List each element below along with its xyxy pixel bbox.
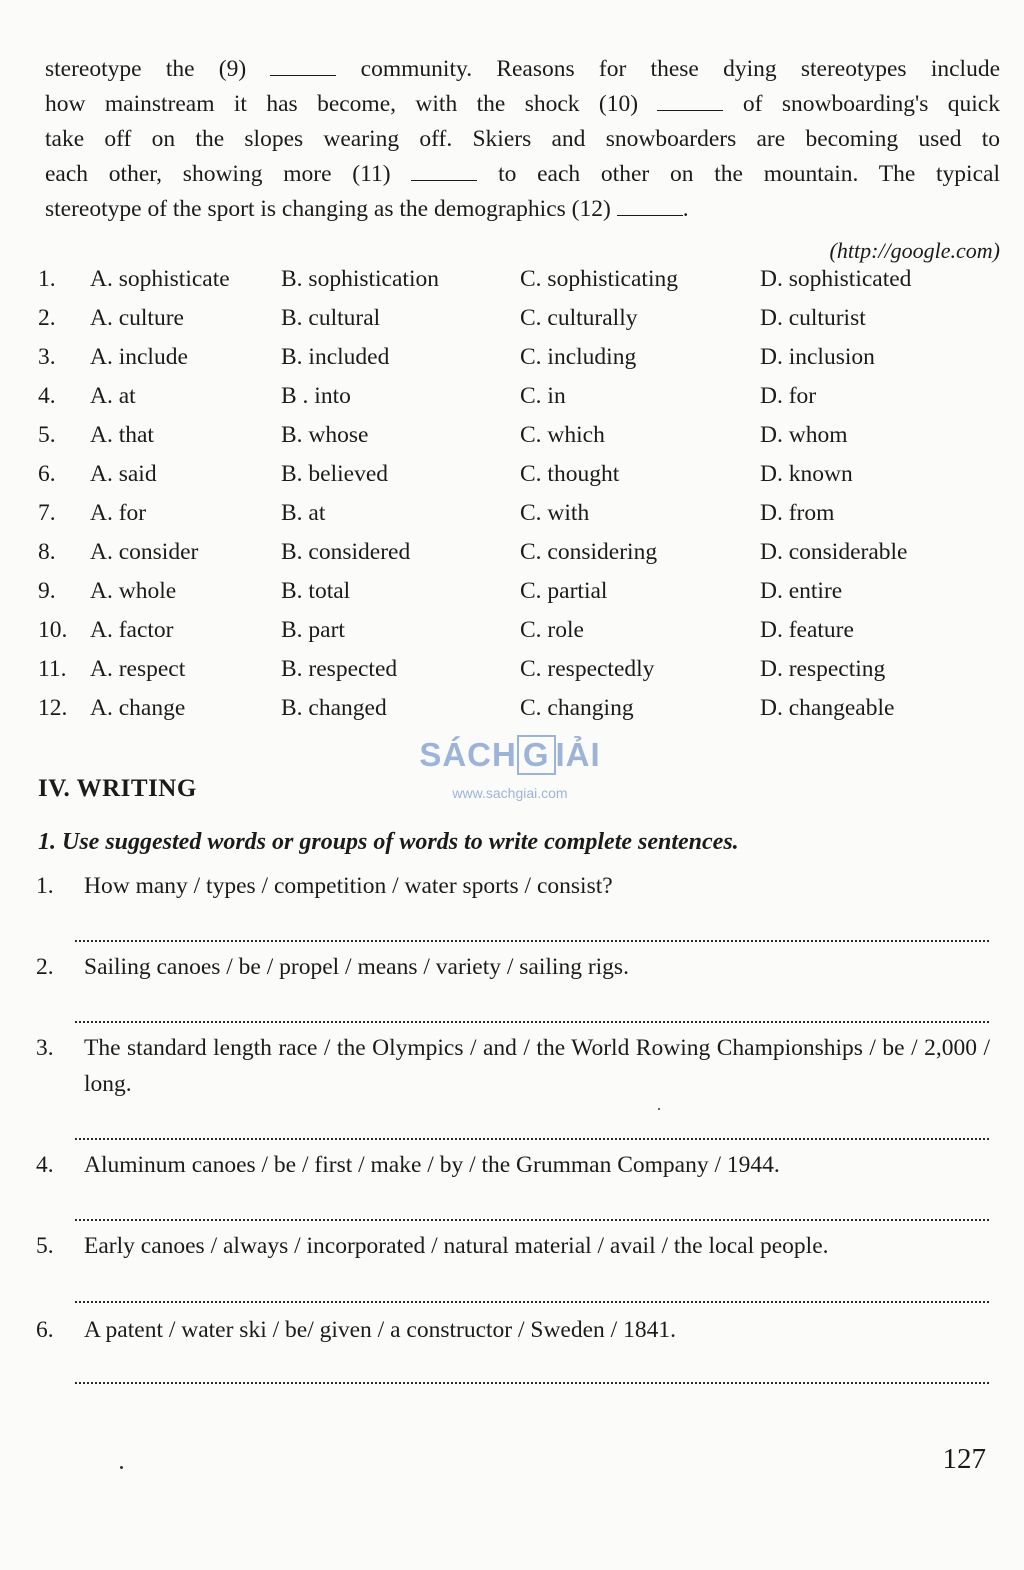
question-number: 4. — [38, 383, 56, 409]
watermark-url: www.sachgiai.com — [452, 785, 568, 801]
option-row — [0, 461, 1024, 499]
answer-blank-11 — [411, 162, 477, 181]
item-number: 6. — [36, 1317, 54, 1343]
option-b: B. part — [281, 617, 345, 643]
option-b: B. considered — [281, 539, 411, 565]
print-speck — [658, 1108, 660, 1110]
option-d: D. entire — [760, 578, 843, 604]
sachgiai-watermark — [410, 735, 610, 805]
option-row — [0, 617, 1024, 655]
answer-line[interactable] — [75, 1380, 989, 1384]
answer-line[interactable] — [75, 1019, 989, 1023]
section-title: IV. WRITING — [38, 775, 197, 802]
question-number: 7. — [38, 500, 56, 526]
option-d: D. known — [760, 461, 853, 487]
page-number: 127 — [942, 1443, 986, 1475]
option-d: D. from — [760, 500, 835, 526]
option-a: A. at — [90, 383, 136, 409]
option-b: B. whose — [281, 422, 369, 448]
option-d: D. inclusion — [760, 344, 875, 370]
option-c: C. which — [520, 422, 605, 448]
option-b: B. respected — [281, 656, 398, 682]
answer-line[interactable] — [75, 938, 989, 942]
watermark-logo: SÁCH G IẢI — [419, 736, 601, 773]
passage-line: stereotype of the sport is changing as the demographics (12) . — [45, 196, 689, 222]
question-number: 5. — [38, 422, 56, 448]
option-row — [0, 344, 1024, 382]
question-number: 12. — [38, 695, 68, 721]
passage-line: how mainstream it has become, with the shock (10) of snowboarding's quick — [45, 91, 1000, 117]
option-c: C. in — [520, 383, 566, 409]
option-c: C. sophisticating — [520, 266, 678, 292]
option-c: C. with — [520, 500, 590, 526]
print-speck — [120, 1466, 123, 1469]
option-b: B. total — [281, 578, 351, 604]
option-b: B . into — [281, 383, 351, 409]
answer-blank-10 — [657, 92, 723, 111]
item-prompt: Early canoes / always / incorporated / natural material / avail / the local people. — [84, 1233, 829, 1259]
option-d: D. for — [760, 383, 817, 409]
item-prompt: A patent / water ski / be/ given / a constructor / Sweden / 1841. — [84, 1317, 676, 1343]
option-a: A. include — [90, 344, 188, 370]
option-a: A. consider — [90, 539, 199, 565]
option-b: B. believed — [281, 461, 389, 487]
option-row — [0, 305, 1024, 343]
option-row — [0, 578, 1024, 616]
option-c: C. partial — [520, 578, 608, 604]
answer-blank-12 — [617, 197, 683, 216]
option-a: A. whole — [90, 578, 177, 604]
option-row — [0, 422, 1024, 460]
question-number: 3. — [38, 344, 56, 370]
option-row — [0, 656, 1024, 694]
question-number: 9. — [38, 578, 56, 604]
question-number: 10. — [38, 617, 68, 643]
option-c: C. role — [520, 617, 584, 643]
option-d: D. culturist — [760, 305, 866, 331]
option-d: D. sophisticated — [760, 266, 912, 292]
option-a: A. that — [90, 422, 154, 448]
item-prompt: How many / types / competition / water sports / consist? — [84, 873, 613, 899]
option-d: D. feature — [760, 617, 854, 643]
passage-line: stereotype the (9) community. Reasons for these dying stereotypes include — [45, 56, 1000, 82]
option-a: A. factor — [90, 617, 174, 643]
option-c: C. thought — [520, 461, 620, 487]
question-number: 11. — [38, 656, 67, 682]
option-row — [0, 266, 1024, 304]
question-number: 8. — [38, 539, 56, 565]
option-d: D. respecting — [760, 656, 886, 682]
answer-line[interactable] — [75, 1217, 989, 1221]
question-number: 2. — [38, 305, 56, 331]
answer-blank-9 — [270, 57, 336, 76]
option-b: B. included — [281, 344, 390, 370]
option-c: C. respectedly — [520, 656, 655, 682]
option-d: D. changeable — [760, 695, 895, 721]
option-a: A. change — [90, 695, 186, 721]
option-row — [0, 539, 1024, 577]
option-c: C. considering — [520, 539, 658, 565]
option-c: C. culturally — [520, 305, 638, 331]
option-row — [0, 383, 1024, 421]
exercise-instruction: 1. Use suggested words or groups of words to write complete sentences. — [38, 829, 739, 855]
item-number: 5. — [36, 1233, 54, 1259]
item-number: 1. — [36, 873, 54, 899]
option-row — [0, 500, 1024, 538]
option-d: D. considerable — [760, 539, 908, 565]
option-row — [0, 695, 1024, 733]
item-number: 4. — [36, 1152, 54, 1178]
question-number: 6. — [38, 461, 56, 487]
option-a: A. sophisticate — [90, 266, 230, 292]
option-d: D. whom — [760, 422, 848, 448]
option-c: C. changing — [520, 695, 634, 721]
option-b: B. at — [281, 500, 326, 526]
item-number: 2. — [36, 954, 54, 980]
answer-line[interactable] — [75, 1299, 989, 1303]
item-prompt: Aluminum canoes / be / first / make / by / the Grumman Company / 1944. — [84, 1152, 780, 1178]
option-a: A. said — [90, 461, 157, 487]
passage-line: each other, showing more (11) to each other on the mountain. The typical — [45, 161, 1000, 187]
source-citation: (http://google.com) — [829, 238, 1000, 263]
option-b: B. changed — [281, 695, 387, 721]
passage-line: take off on the slopes wearing off. Skiers and snowboarders are becoming used to — [45, 126, 1000, 152]
item-number: 3. — [36, 1035, 54, 1061]
item-prompt: Sailing canoes / be / propel / means / variety / sailing rigs. — [84, 954, 629, 980]
reading-passage — [45, 52, 1000, 227]
option-b: B. cultural — [281, 305, 381, 331]
item-prompt: The standard length race / the Olympics / and / the World Rowing Championships / be / 2,000 / long. — [84, 1035, 990, 1097]
option-a: A. for — [90, 500, 147, 526]
option-a: A. respect — [90, 656, 186, 682]
question-number: 1. — [38, 266, 56, 292]
option-b: B. sophistication — [281, 266, 439, 292]
answer-line[interactable] — [75, 1136, 989, 1140]
option-c: C. including — [520, 344, 637, 370]
option-a: A. culture — [90, 305, 184, 331]
